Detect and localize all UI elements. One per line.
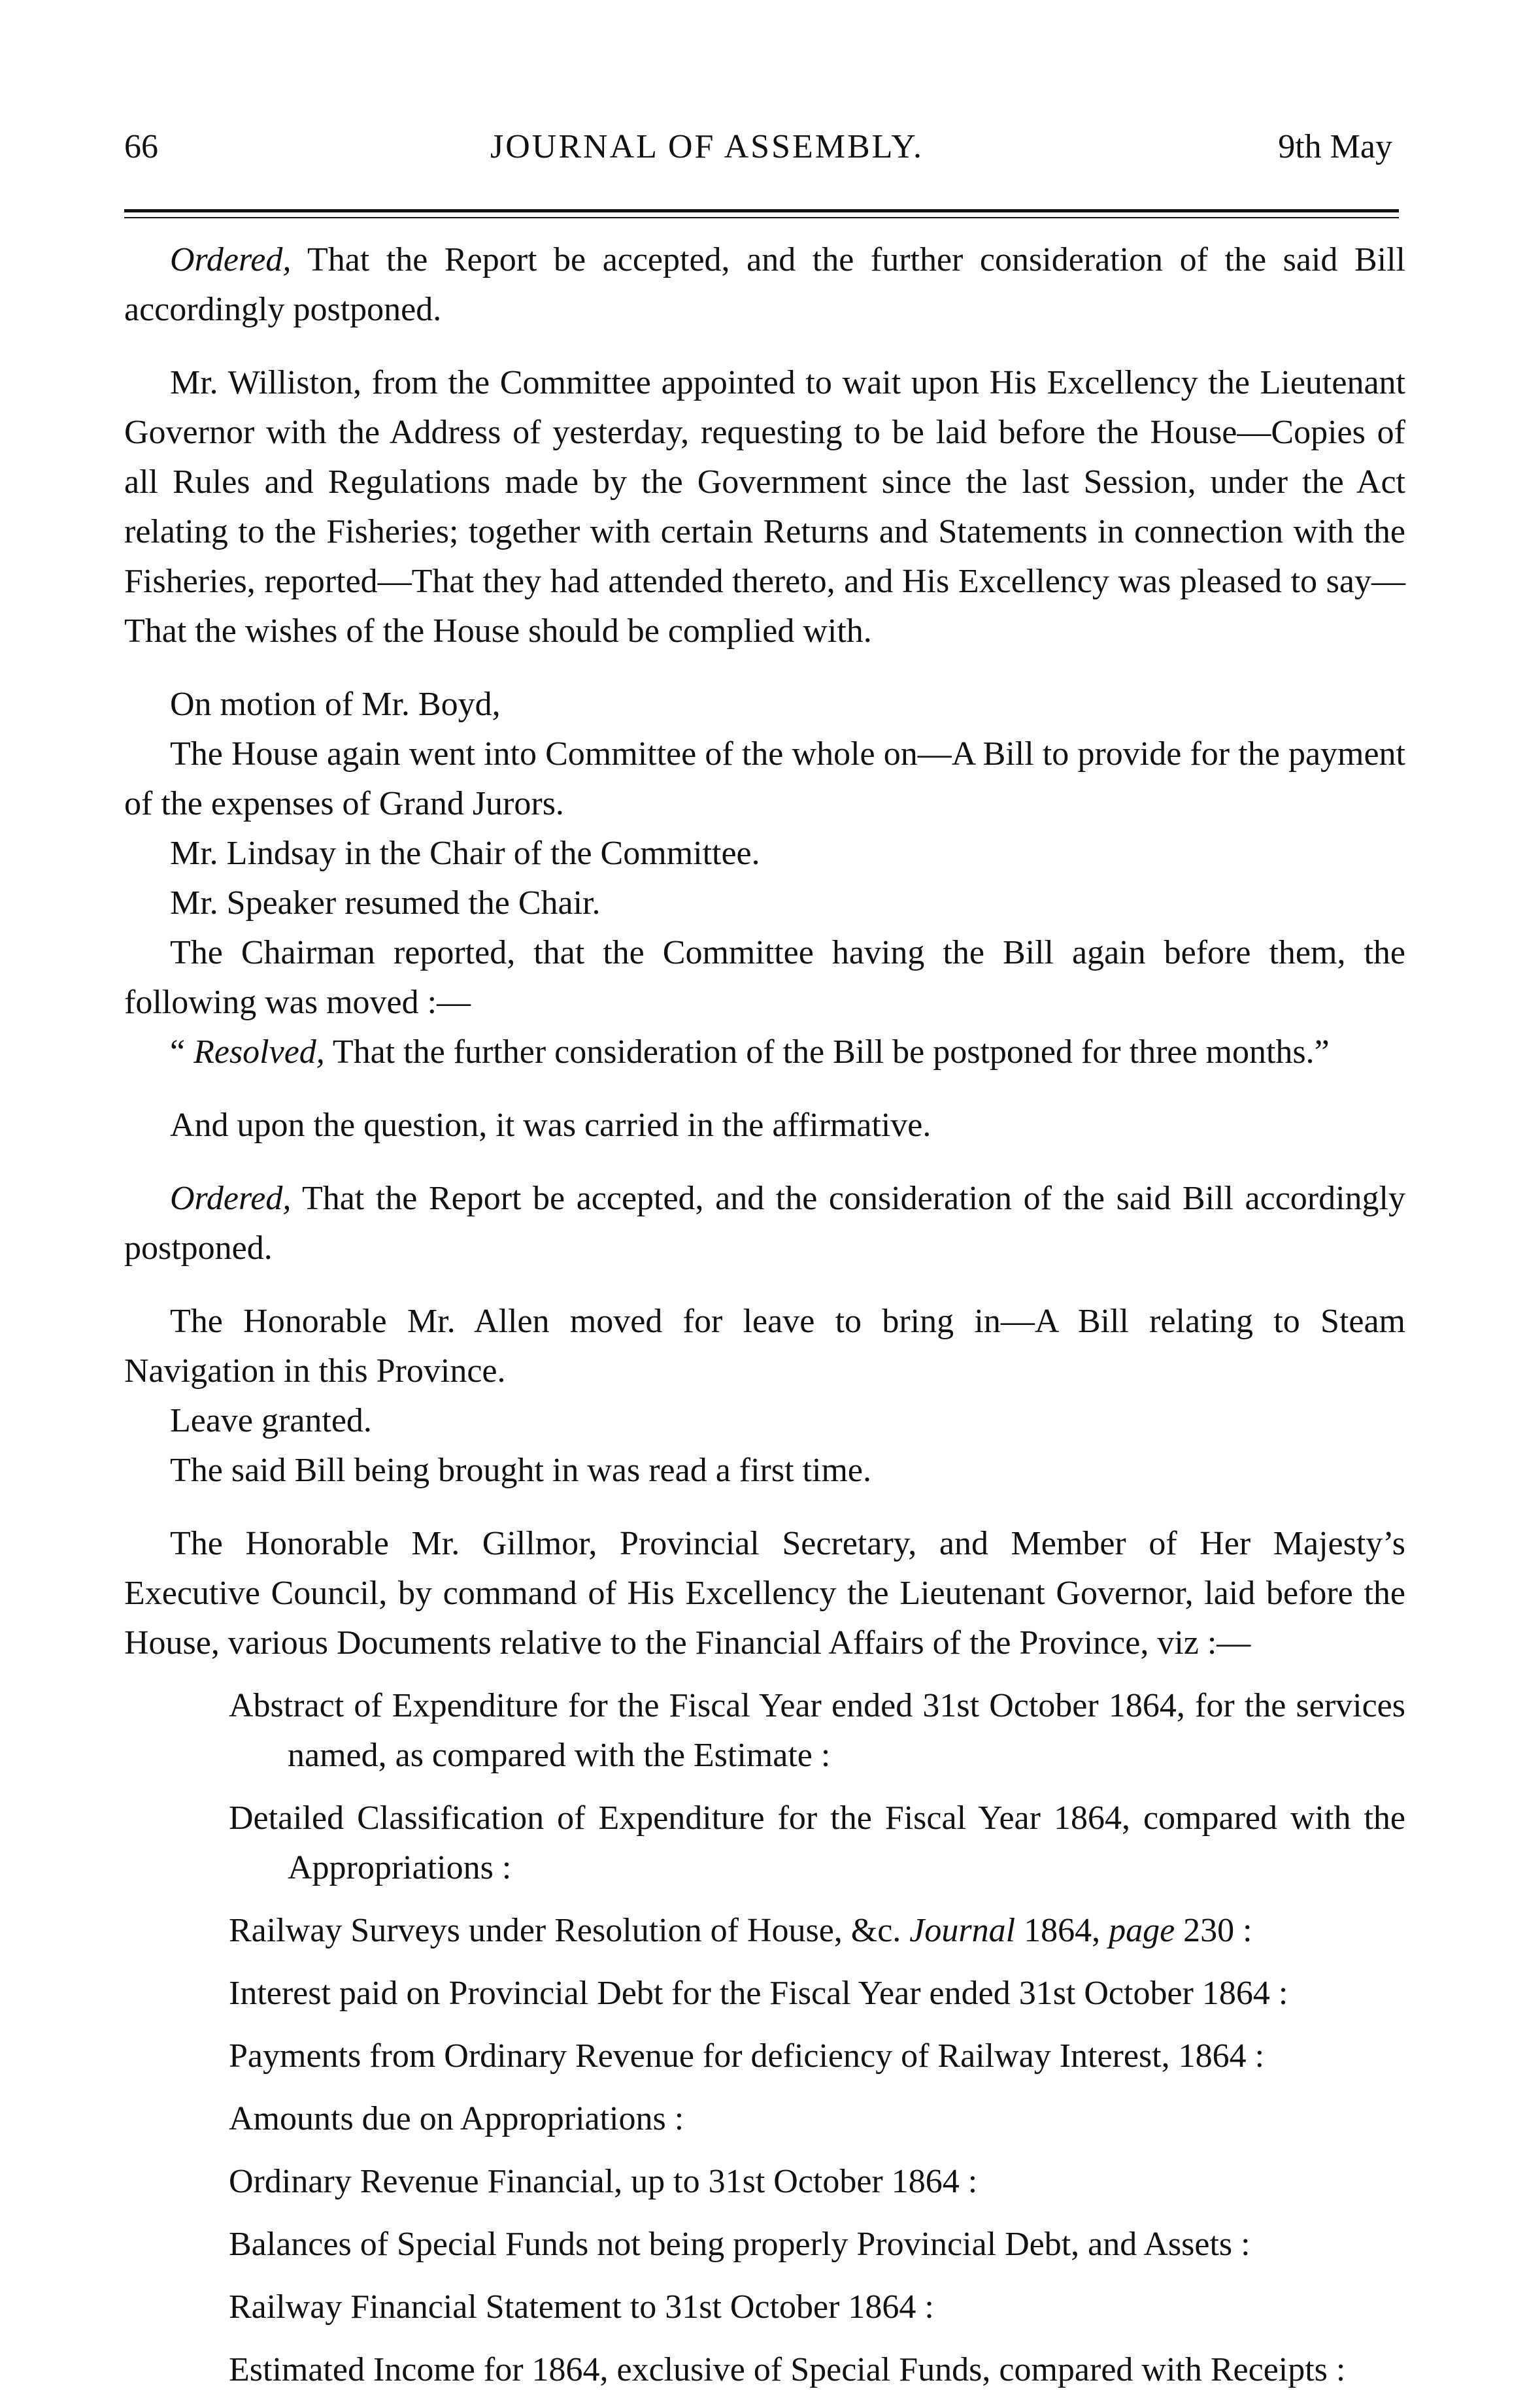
list-item: Abstract of Expenditure for the Fiscal Year ended 31st October 1864, for the services named, as compared with the Estimate : xyxy=(229,1687,1405,1774)
list-item: Interest paid on Provincial Debt for the Fiscal Year ended 31st October 1864 : xyxy=(229,1975,1288,2012)
list-item: Ordinary Revenue Financial, up to 31st October 1864 : xyxy=(229,2163,978,2200)
journal-body xyxy=(124,235,1405,2408)
quote-mark: “ xyxy=(170,1033,194,1071)
paragraph-text: That the Report be accepted, and the further consideration of the said Bill accordingly postponed. xyxy=(124,241,1405,328)
list-item: Estimated Income for 1864, exclusive of Special Funds, compared with Receipts : xyxy=(229,2351,1346,2388)
list-item: Payments from Ordinary Revenue for deficiency of Railway Interest, 1864 : xyxy=(229,2037,1265,2075)
paragraph-gillmor-documents: The Honorable Mr. Gillmor, Provincial Secretary, and Member of Her Majesty’s Executive Council, by command of His Excellency the Lieutenant Governor, laid before the House, various Documents relative to the Financial Affairs of the Province, viz :— xyxy=(124,1525,1405,1662)
item-italic-page: page xyxy=(1109,1912,1175,1949)
documents-list xyxy=(124,1681,1405,2395)
list-item: Railway Financial Statement to 31st October 1864 : xyxy=(229,2288,934,2326)
paragraph-motion: On motion of Mr. Boyd, xyxy=(170,686,501,723)
item-text: 230 : xyxy=(1175,1912,1252,1949)
page-date: 9th May xyxy=(1278,128,1392,165)
paragraph-question: And upon the question, it was carried in the affirmative. xyxy=(170,1107,931,1144)
list-item: Detailed Classification of Expenditure for the Fiscal Year 1864, compared with the Appropriations : xyxy=(229,1799,1405,1886)
paragraph-ordered-1 xyxy=(124,235,1405,335)
resolved-lead: Resolved, xyxy=(193,1033,325,1071)
paragraph-speaker: Mr. Speaker resumed the Chair. xyxy=(170,884,601,922)
paragraph-chairman-report: The Chairman reported, that the Committee having the Bill again before them, the following was moved :— xyxy=(124,934,1405,1021)
ordered-lead: Ordered, xyxy=(170,1180,292,1217)
paragraph-ordered-2 xyxy=(124,1174,1405,1273)
paragraph-text: That the further consideration of the Bill be postponed for three months.” xyxy=(324,1033,1330,1071)
paragraph-chair: Mr. Lindsay in the Chair of the Committee. xyxy=(170,835,760,872)
ordered-lead: Ordered, xyxy=(170,241,292,278)
paragraph-text: That the Report be accepted, and the consideration of the said Bill accordingly postponed. xyxy=(124,1180,1405,1267)
paragraph-first-reading: The said Bill being brought in was read a first time. xyxy=(170,1452,871,1489)
list-item xyxy=(124,1906,1405,1956)
list-item: Amounts due on Appropriations : xyxy=(229,2100,684,2137)
page-header xyxy=(124,124,1392,183)
header-rule-thick xyxy=(124,209,1399,212)
paragraph-williston-report: Mr. Williston, from the Committee appointed to wait upon His Excellency the Lieutenant Governor with the Address of yesterday, requesting to be laid before the House—Copies of all Rules and Regulations made by the Government since the last Session, under the Act relating to the Fisheries; together with certain Returns and Statements in connection with the Fisheries, reported—That they had attended thereto, and His Excellency was pleased to say—That the wishes of the House should be complied with. xyxy=(124,364,1405,650)
item-text: Railway Surveys under Resolution of House, &c. xyxy=(229,1912,910,1949)
header-rule-thin xyxy=(124,217,1399,218)
paragraph-allen-motion: The Honorable Mr. Allen moved for leave to bring in—A Bill relating to Steam Navigation in this Province. xyxy=(124,1303,1405,1390)
item-italic-journal: Journal xyxy=(909,1912,1016,1949)
page-title: JOURNAL OF ASSEMBLY. xyxy=(490,128,924,165)
paragraph-leave: Leave granted. xyxy=(170,1402,372,1439)
item-text: 1864, xyxy=(1015,1912,1109,1949)
list-item: Balances of Special Funds not being properly Provincial Debt, and Assets : xyxy=(229,2226,1250,2263)
paragraph-committee-whole: The House again went into Committee of the whole on—A Bill to provide for the payment of the expenses of Grand Jurors. xyxy=(124,735,1405,822)
page-number: 66 xyxy=(124,128,158,165)
paragraph-resolved xyxy=(124,1028,1405,1077)
